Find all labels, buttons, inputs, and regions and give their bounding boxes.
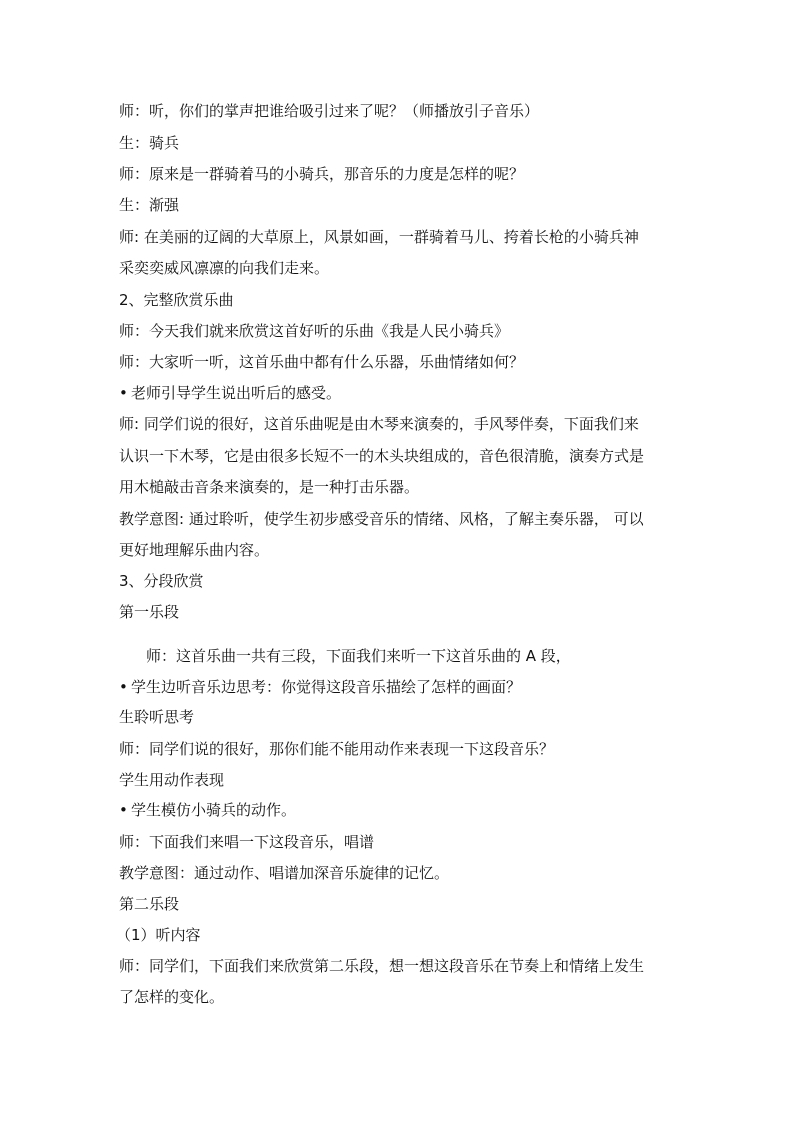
bullet-text: 老师引导学生说出听后的感受。 bbox=[131, 384, 342, 402]
teaching-intent-line-1: 教学意图: 通过聆听，使学生初步感受音乐的情绪、风格，了解主奏乐器， 可以 bbox=[119, 510, 644, 528]
subheading-listen-content: （1）听内容 bbox=[116, 926, 201, 944]
student-line-crescendo: 生：渐强 bbox=[119, 196, 180, 214]
bullet-icon: • bbox=[119, 384, 128, 402]
teacher-line-actions: 师：同学们说的很好，那你们能不能用动作来表现一下这段音乐？ bbox=[119, 740, 555, 758]
subheading-second-section: 第二乐段 bbox=[119, 895, 180, 913]
teacher-line-three-sections: 师：这首乐曲一共有三段，下面我们来听一下这首乐曲的 A 段， bbox=[146, 647, 571, 665]
teacher-line-song-title: 师：今天我们就来欣赏这首好听的乐曲《我是人民小骑兵》 bbox=[119, 322, 510, 340]
bullet-icon: • bbox=[119, 801, 128, 819]
section-heading-segment-appreciation: 3、分段欣赏 bbox=[119, 572, 204, 590]
bullet-item-listen-think bbox=[119, 677, 679, 697]
teacher-line-xylophone-2: 认识一下木琴，它是由很多长短不一的木头块组成的，音色很清脆，演奏方式是 bbox=[119, 447, 645, 465]
teacher-line-second-section-1: 师：同学们，下面我们来欣赏第二乐段，想一想这段音乐在节奏上和情绪上发生 bbox=[119, 957, 645, 975]
student-line-actions: 学生用动作表现 bbox=[119, 771, 225, 789]
subheading-first-section: 第一乐段 bbox=[119, 603, 180, 621]
teacher-line-second-section-2: 了怎样的变化。 bbox=[119, 988, 225, 1006]
bullet-icon: • bbox=[119, 678, 128, 696]
teacher-line-instruments: 师：大家听一听，这首乐曲中都有什么乐器，乐曲情绪如何？ bbox=[119, 353, 525, 371]
teacher-line-grassland-2: 采奕奕威风凛凛的向我们走来。 bbox=[119, 259, 330, 277]
teacher-line-grassland-1: 师: 在美丽的辽阔的大草原上，风景如画，一群骑着马儿、挎着长枪的小骑兵神 bbox=[119, 228, 639, 246]
student-line-cavalry: 生：骑兵 bbox=[119, 134, 180, 152]
teacher-line-xylophone-3: 用木槌敲击音条来演奏的，是一种打击乐器。 bbox=[119, 478, 420, 496]
teacher-line-applause: 师：听，你们的掌声把谁给吸引过来了呢？（师播放引子音乐） bbox=[119, 102, 540, 120]
teacher-line-sing-score: 师：下面我们来唱一下这段音乐，唱谱 bbox=[119, 833, 375, 851]
teacher-line-xylophone-1: 师: 同学们说的很好，这首乐曲呢是由木琴来演奏的，手风琴伴奏，下面我们来 bbox=[119, 415, 639, 433]
bullet-text: 学生模仿小骑兵的动作。 bbox=[131, 801, 297, 819]
bullet-item-imitate bbox=[119, 800, 679, 820]
bullet-item-guide-feelings bbox=[119, 383, 679, 403]
teaching-intent-line-2: 更好地理解乐曲内容。 bbox=[119, 541, 270, 559]
teacher-line-dynamics: 师：原来是一群骑着马的小骑兵，那音乐的力度是怎样的呢？ bbox=[119, 165, 525, 183]
section-heading-full-appreciation: 2、完整欣赏乐曲 bbox=[119, 291, 234, 309]
student-line-listen-think: 生聆听思考 bbox=[119, 708, 195, 726]
bullet-text: 学生边听音乐边思考：你觉得这段音乐描绘了怎样的画面？ bbox=[131, 678, 522, 696]
teaching-intent-line-3: 教学意图：通过动作、唱谱加深音乐旋律的记忆。 bbox=[119, 864, 450, 882]
